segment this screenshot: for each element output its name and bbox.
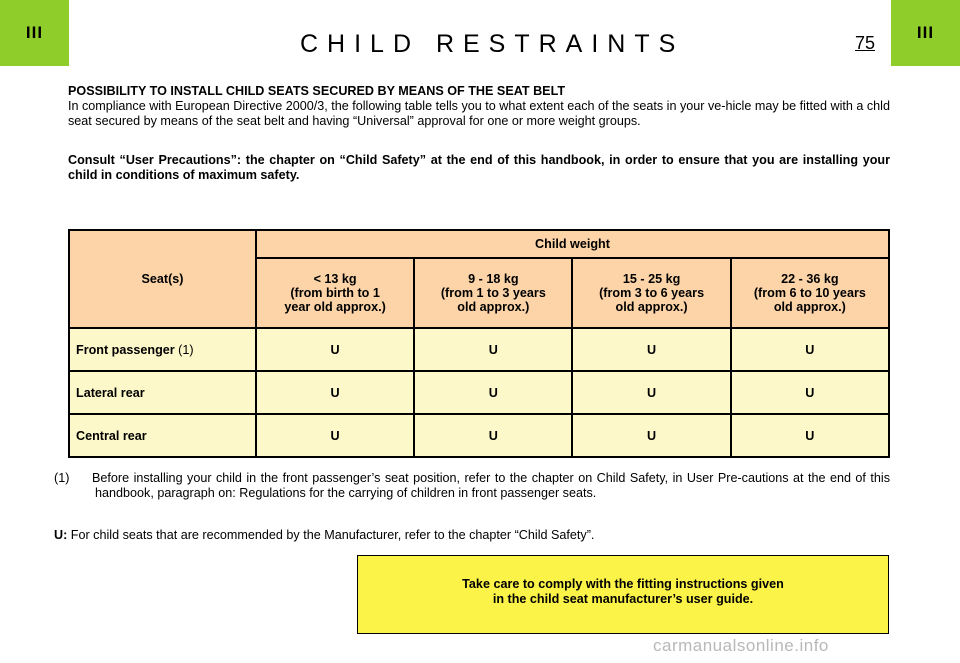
table-cell: U — [256, 414, 414, 457]
seat-header: Seat(s) — [69, 230, 256, 328]
table-cell: U — [414, 328, 572, 371]
fitting-instructions-note — [357, 555, 889, 634]
page-number: 75 — [855, 33, 876, 53]
page-title: CHILD RESTRAINTS — [300, 30, 685, 58]
table-cell: U — [731, 328, 889, 371]
table-cell: U — [731, 371, 889, 414]
table-row — [69, 414, 889, 457]
footnote-marker: U: — [54, 528, 68, 542]
footnote-ref: (1) — [178, 342, 194, 357]
footnote-text: Before installing your child in the front passenger’s seat position, refer to the chapter on Child Safety, in User Pre-cautions at the end of this handbook, paragraph on: Regulations for the carrying of children in front passenger seats. — [92, 471, 890, 500]
table-cell: U — [572, 371, 730, 414]
watermark: carmanualsonline.info — [653, 636, 829, 655]
note-line: Take care to comply with the fitting instructions given — [462, 576, 784, 591]
table-row — [69, 328, 889, 371]
note-line: in the child seat manufacturer’s user guide. — [492, 591, 754, 606]
seat-label: Lateral rear — [69, 371, 256, 414]
footnote-text: For child seats that are recommended by the Manufacturer, refer to the chapter “Child Safety”. — [70, 528, 595, 542]
warning-paragraph: Consult “User Precautions”: the chapter on “Child Safety” at the end of this handbook, in order to ensure that you are installing your child in conditions of maximum safety. — [68, 153, 890, 182]
intro-paragraph: In compliance with European Directive 2000/3, the following table tells you to what extent each of the seats in your ve-hicle may be fitted with a chld seat secured by means of the seat belt and having “Universal” approval for one or more weight groups. — [68, 99, 890, 128]
weight-group-header: 15 - 25 kg (from 3 to 6 years old approx.) — [572, 258, 730, 328]
seat-label: Central rear — [69, 414, 256, 457]
weight-group-header: 9 - 18 kg (from 1 to 3 years old approx.) — [414, 258, 572, 328]
table-cell: U — [414, 414, 572, 457]
weight-group-header: < 13 kg (from birth to 1 year old approx.) — [256, 258, 414, 328]
table-cell: U — [256, 371, 414, 414]
table-cell: U — [572, 328, 730, 371]
table-cell: U — [414, 371, 572, 414]
section-heading: POSSIBILITY TO INSTALL CHILD SEATS SECURED BY MEANS OF THE SEAT BELT — [68, 84, 566, 98]
seat-label: Front passenger (1) — [69, 328, 256, 371]
table-cell: U — [256, 328, 414, 371]
weight-header: Child weight — [256, 230, 889, 258]
footnote-u — [54, 528, 890, 543]
table-row — [69, 371, 889, 414]
table-cell: U — [731, 414, 889, 457]
footnote-marker: (1) — [54, 471, 70, 485]
footnote-1 — [54, 471, 890, 500]
chapter-tab-right: III — [891, 0, 960, 66]
chapter-tab-left: III — [0, 0, 69, 66]
table-cell: U — [572, 414, 730, 457]
weight-group-header: 22 - 36 kg (from 6 to 10 years old approx.) — [731, 258, 889, 328]
child-seat-table — [68, 229, 890, 458]
